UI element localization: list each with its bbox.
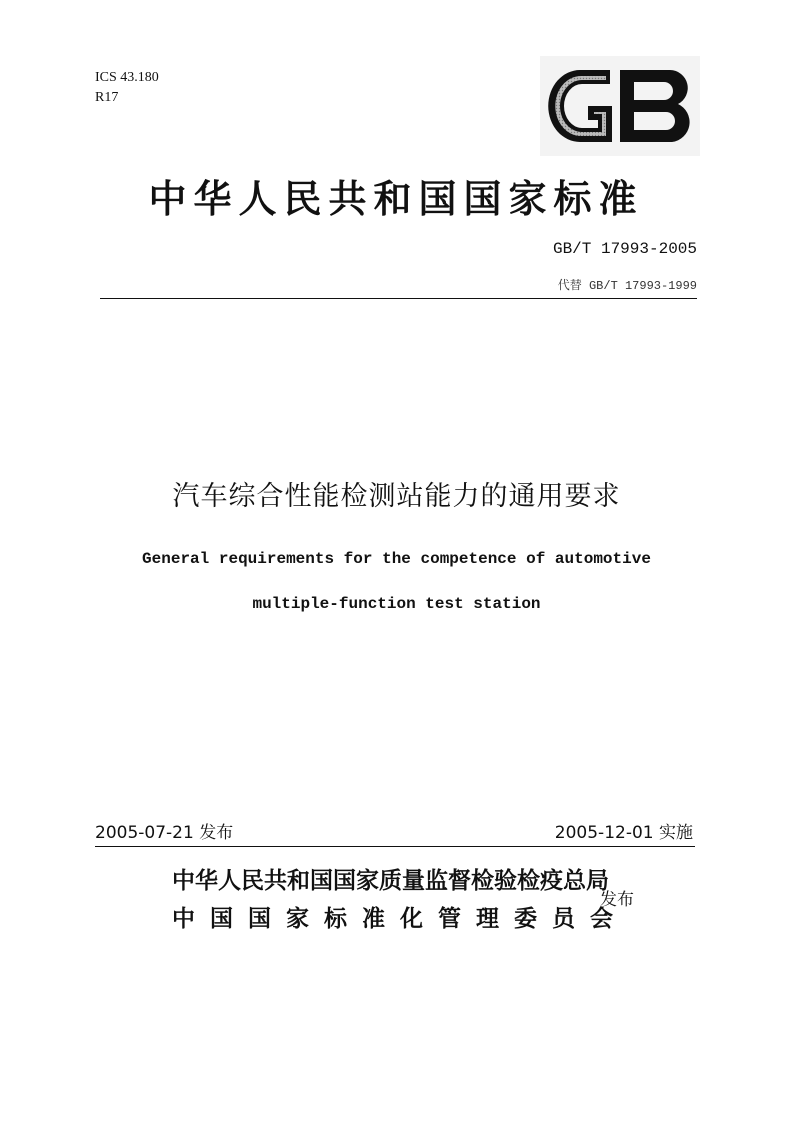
document-title-en-line1: General requirements for the competence of automotive	[142, 550, 651, 568]
ics-code: ICS 43.180	[95, 70, 159, 85]
document-title-en-line2: multiple-function test station	[252, 595, 541, 613]
issuer-sac: 中国国家标准化管理委员会	[172, 906, 628, 932]
footer-divider	[95, 846, 695, 847]
standard-number: GB/T 17993-2005	[552, 240, 697, 258]
ccs-code: R17	[95, 90, 119, 105]
document-title-cn: 汽车综合性能检测站能力的通用要求	[172, 481, 621, 512]
issue-date: 2005-07-21 发布	[95, 823, 234, 843]
header-divider	[100, 298, 697, 299]
gb-logo	[540, 56, 700, 156]
implementation-date: 2005-12-01 实施	[554, 823, 693, 843]
issued-label: 发布	[600, 890, 634, 910]
national-standard-title: 中华人民共和国国家标准	[148, 177, 644, 221]
replaces-note: 代替 GB/T 17993-1999	[557, 279, 697, 293]
issuer-aqsiq: 中华人民共和国国家质量监督检验检疫总局	[172, 868, 609, 894]
classification-codes	[95, 68, 159, 108]
